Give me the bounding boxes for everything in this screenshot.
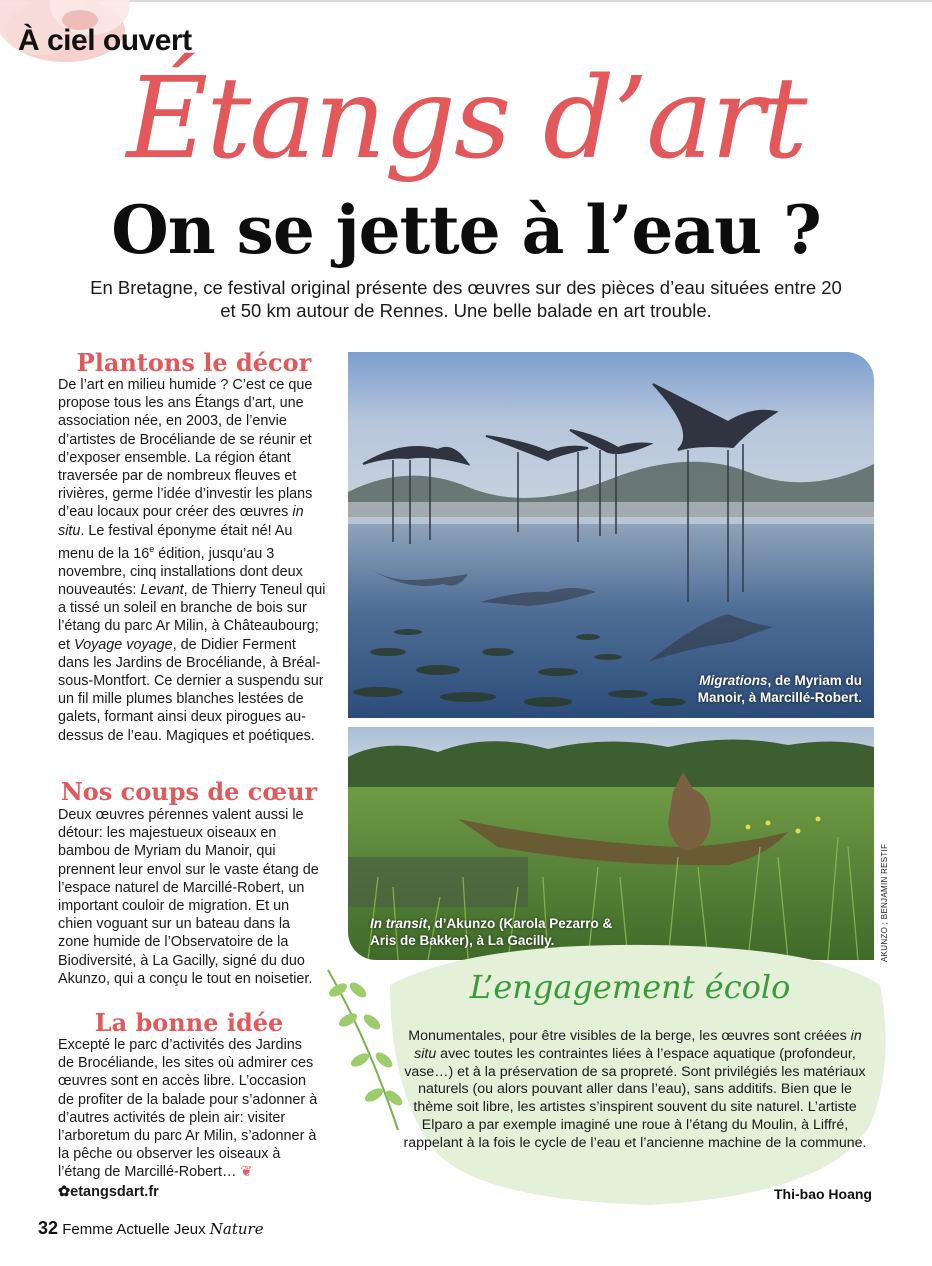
main-title: On se jette à l’eau ?: [111, 191, 821, 269]
italic-run: in situ: [58, 504, 304, 539]
eco-heading: L’engagement écolo: [469, 968, 791, 1006]
eco-text: [400, 1028, 870, 1153]
photo-migrations: [348, 352, 874, 718]
article-section-coups: Deux œuvres pérennes valent aussi le détour: les majestueux oiseaux en bambou de Myriam du Manoir, qui prennent leur envol sur le vaste étang de l’espace naturel de Marcillé-Robert, un important couloir de migration. Et un chien voguant sur un bateau dans la zone humide de l’Observatoire de la Biodiversité, à La Gacilly, signé du duo Akunzo, qui a conçu le tout en noisetier.: [58, 807, 319, 987]
heading-bonne-idee: La bonne idée: [94, 1008, 284, 1037]
italic-run: Voyage voyage: [74, 636, 173, 653]
website-link[interactable]: [58, 1184, 159, 1200]
magazine-suffix: Nature: [209, 1220, 264, 1238]
italic-run: in situ: [414, 1028, 862, 1062]
text-run: . Le festival éponyme était né! Au menu de la 16: [58, 522, 293, 562]
script-title: Étangs d’art: [126, 54, 806, 184]
page-number: 32: [38, 1218, 59, 1238]
article-section-plantons: [58, 376, 330, 745]
caption-text: , d’Akunzo (Karola Pezarro & Aris de Bakker), à La Gacilly.: [370, 916, 613, 948]
intro-text: En Bretagne, ce festival original présente des œuvres sur des pièces d’eau situées entre 20 et 50 km autour de Rennes. Une belle balade en art trouble.: [90, 277, 842, 321]
caption-title: Migrations: [699, 673, 768, 688]
migrations-image: [348, 352, 874, 718]
caption-text: , de Myriam du Manoir, à Marcillé-Robert.: [697, 673, 862, 705]
article-section-bonne-idee: [58, 1036, 320, 1182]
text-run: De l’art en milieu humide ? C’est ce que propose tous les ans Étangs d’art, une association née, en 2003, de l’envie d’artistes de Brocéliande de se réunir et d’exposer ensemble. La région étant traversée par de nombreux fleuves et rivières, germe l’idée d’investir les plans d’eau locaux pour créer des œuvres: [58, 377, 313, 521]
text-run: avec toutes les contraintes liées à l’espace aquatique (profondeur, vase…) et à la préservation de sa propreté. Sont privilégiés les matériaux naturels (ou alors pouvant aller dans l’eau), sans additifs. Bien que le thème soit libre, les artistes s’inspirent souvent du site naturel. L’artiste Elparo a par exemple imaginé une roue à l’étang du Moulin, à Liffré, rappelant à la fois le cycle de l’eau et l’ancienne machine de la commune.: [403, 1045, 867, 1151]
superscript: e: [149, 543, 155, 554]
leaf-branch-icon: [318, 960, 408, 1140]
flower-bullet-icon: ✿: [58, 1184, 71, 1200]
snail-icon: ❦: [240, 1164, 253, 1181]
text-run: , de Thierry Teneul qui a tissé un soleil en branche de bois sur l’étang du parc Ar Milin, à Châteaubourg; et: [58, 582, 326, 653]
heading-plantons: Plantons le décor: [76, 348, 312, 377]
website-url: etangsdart.fr: [70, 1184, 159, 1200]
heading-coups-de-coeur: Nos coups de cœur: [60, 777, 318, 806]
author-byline: Thi-bao Hoang: [774, 1186, 872, 1202]
text-run: Monumentales, pour être visibles de la berge, les œuvres sont créées: [408, 1028, 851, 1044]
caption-migrations: [662, 672, 862, 706]
caption-title: In transit: [370, 916, 428, 931]
text-run: Excepté le parc d’activités des Jardins de Brocéliande, les sites où admirer ces œuvres sont en accès libre. L’occasion de profiter de la balade pour s’adonner à d’autres activités de plein air: visiter l’arboretum du parc Ar Milin, s’adonner à la pêche ou observer les oiseaux à l’étang de Marcillé-Robert…: [58, 1037, 318, 1181]
magazine-name: Femme Actuelle Jeux: [62, 1221, 206, 1238]
page-footer: [38, 1218, 264, 1239]
text-run: , de Didier Ferment dans les Jardins de Brocéliande, à Bréal-sous-Montfort. Ce dernier a suspendu sur un fil mille plumes blanches lestées de galets, formant ainsi deux pirogues au-dessus de l’eau. Magiques et poétiques.: [58, 636, 324, 744]
photo-credit: AKUNZO ; BENJAMIN RESTIF: [880, 843, 889, 962]
section-kicker: À ciel ouvert: [18, 24, 192, 57]
italic-run: Levant: [140, 582, 184, 599]
text-run: édition, jusqu’au 3 novembre, cinq installations dont deux nouveautés:: [58, 545, 303, 599]
